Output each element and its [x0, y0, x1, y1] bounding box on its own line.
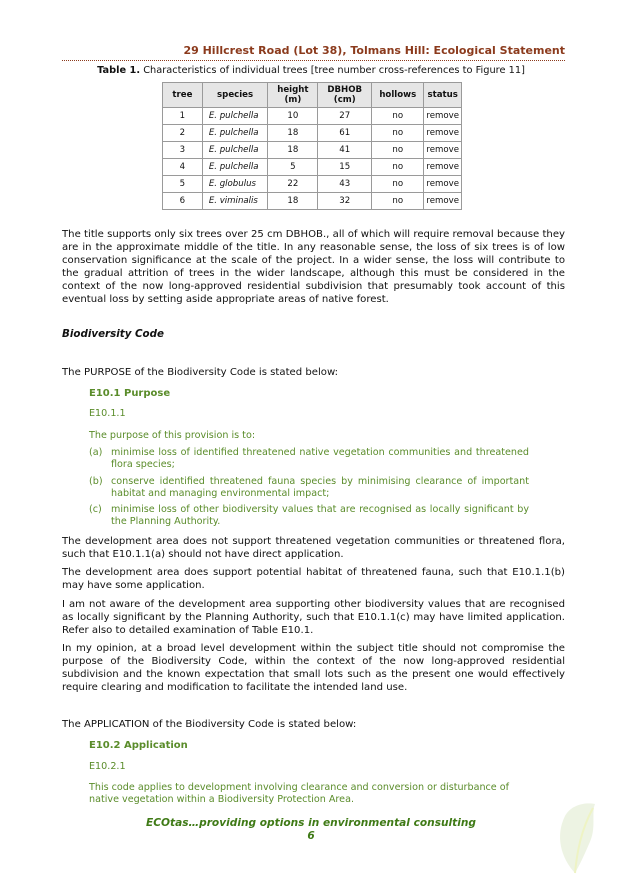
page-number: 6 — [307, 830, 315, 842]
table-row — [163, 193, 462, 210]
table-cell: 5 — [268, 159, 318, 176]
table-cell: 6 — [163, 193, 203, 210]
table-cell: E. pulchella — [202, 108, 268, 125]
table-cell: no — [372, 125, 424, 142]
table-row — [163, 176, 462, 193]
table-cell: 1 — [163, 108, 203, 125]
table-cell: 22 — [268, 176, 318, 193]
table-cell: E. pulchella — [202, 142, 268, 159]
purpose-item-a — [89, 447, 529, 472]
list-text: conserve identified threatened fauna species by minimising clearance of important habitat and managing environmental impact; — [111, 476, 529, 500]
page-header: 29 Hillcrest Road (Lot 38), Tolmans Hill: Ecological Statement — [62, 44, 565, 61]
col-header: species — [202, 83, 268, 108]
table-row — [163, 125, 462, 142]
development-paragraph-1: The development area does not support threatened vegetation communities or threatened flora, such that E10.1.1(a) should not have direct application. — [62, 536, 565, 561]
table-cell: E. pulchella — [202, 125, 268, 142]
purpose-item-c — [89, 504, 529, 529]
table-cell: remove — [424, 108, 462, 125]
table-cell: E. viminalis — [202, 193, 268, 210]
col-header: hollows — [372, 83, 424, 108]
table-cell: 3 — [163, 142, 203, 159]
table-cell: no — [372, 142, 424, 159]
e10-1-heading: E10.1 Purpose — [89, 388, 171, 399]
development-paragraph-4: In my opinion, at a broad level development within the subject title should not compromise the purpose of the Biodiversity Code, within the context of the now long-approved residential subdivision and the known expectation that small lots such as the present one would effectively require clearing and modification to facilitate the intended land use. — [62, 643, 565, 694]
table-cell: remove — [424, 176, 462, 193]
table-cell: remove — [424, 159, 462, 176]
table-row — [163, 108, 462, 125]
table-cell: 5 — [163, 176, 203, 193]
table-cell: E. globulus — [202, 176, 268, 193]
table-row — [163, 159, 462, 176]
table-cell: no — [372, 108, 424, 125]
table-cell: 43 — [318, 176, 372, 193]
table-cell: no — [372, 193, 424, 210]
table-cell: E. pulchella — [202, 159, 268, 176]
col-header: status — [424, 83, 462, 108]
col-header: tree — [163, 83, 203, 108]
table-cell: 2 — [163, 125, 203, 142]
leaf-icon — [545, 800, 605, 875]
application-text: This code applies to development involving clearance and conversion or disturbance of native vegetation within a Biodiversity Protection Area. — [89, 782, 510, 806]
trees-table — [162, 82, 462, 210]
table-caption-text: Characteristics of individual trees [tree number cross-references to Figure 11] — [140, 65, 525, 76]
table-cell: 18 — [268, 142, 318, 159]
table-header-row — [163, 83, 462, 108]
table-cell: 41 — [318, 142, 372, 159]
table-cell: 27 — [318, 108, 372, 125]
table-cell: no — [372, 159, 424, 176]
table-caption-label: Table 1. — [97, 65, 141, 76]
table-cell: 10 — [268, 108, 318, 125]
col-header: height (m) — [268, 83, 318, 108]
table-cell: no — [372, 176, 424, 193]
section-heading: Biodiversity Code — [62, 328, 164, 340]
table-cell: 61 — [318, 125, 372, 142]
purpose-intro: The PURPOSE of the Biodiversity Code is stated below: — [62, 367, 339, 378]
list-label: (a) — [89, 447, 103, 458]
trees-paragraph: The title supports only six trees over 25 cm DBHOB., all of which will require removal because they are in the approximate middle of the title. In any reasonable sense, the loss of six trees is of low conservation significance at the scale of the project. In a wider sense, the loss will contribute to the gradual attrition of trees in the wider landscape, although this must be considered in the context of the now long-approved residential subdivision that presumably took account of this eventual loss by setting aside appropriate areas of native forest. — [62, 229, 565, 306]
table-cell: 15 — [318, 159, 372, 176]
table-cell: 18 — [268, 193, 318, 210]
purpose-item-b — [89, 476, 529, 501]
purpose-lead: The purpose of this provision is to: — [89, 430, 256, 441]
list-text: minimise loss of identified threatened native vegetation communities and threatened flora species; — [111, 447, 529, 471]
e10-1-1-label: E10.1.1 — [89, 408, 126, 419]
development-paragraph-2: The development area does support potential habitat of threatened fauna, such that E10.1.1(b) may have some application. — [62, 567, 565, 592]
col-header: DBHOB (cm) — [318, 83, 372, 108]
list-label: (c) — [89, 504, 102, 515]
page-footer — [0, 817, 622, 843]
table-cell: 32 — [318, 193, 372, 210]
table-cell: 18 — [268, 125, 318, 142]
development-paragraph-3: I am not aware of the development area supporting other biodiversity values that are recognised as locally significant by the Planning Authority, such that E10.1.1(c) may have limited application. Refer also to detailed examination of Table E10.1. — [62, 599, 565, 637]
footer-tagline: ECOtas…providing options in environmental consulting — [145, 817, 476, 829]
table-caption — [0, 65, 622, 76]
table-cell: remove — [424, 125, 462, 142]
list-text: minimise loss of other biodiversity values that are recognised as locally significant by the Planning Authority. — [111, 504, 529, 528]
e10-2-1-label: E10.2.1 — [89, 761, 126, 772]
table-row — [163, 142, 462, 159]
table-cell: 4 — [163, 159, 203, 176]
table-cell: remove — [424, 193, 462, 210]
table-cell: remove — [424, 142, 462, 159]
list-label: (b) — [89, 476, 103, 487]
e10-2-heading: E10.2 Application — [89, 740, 188, 751]
application-intro: The APPLICATION of the Biodiversity Code is stated below: — [62, 719, 357, 730]
